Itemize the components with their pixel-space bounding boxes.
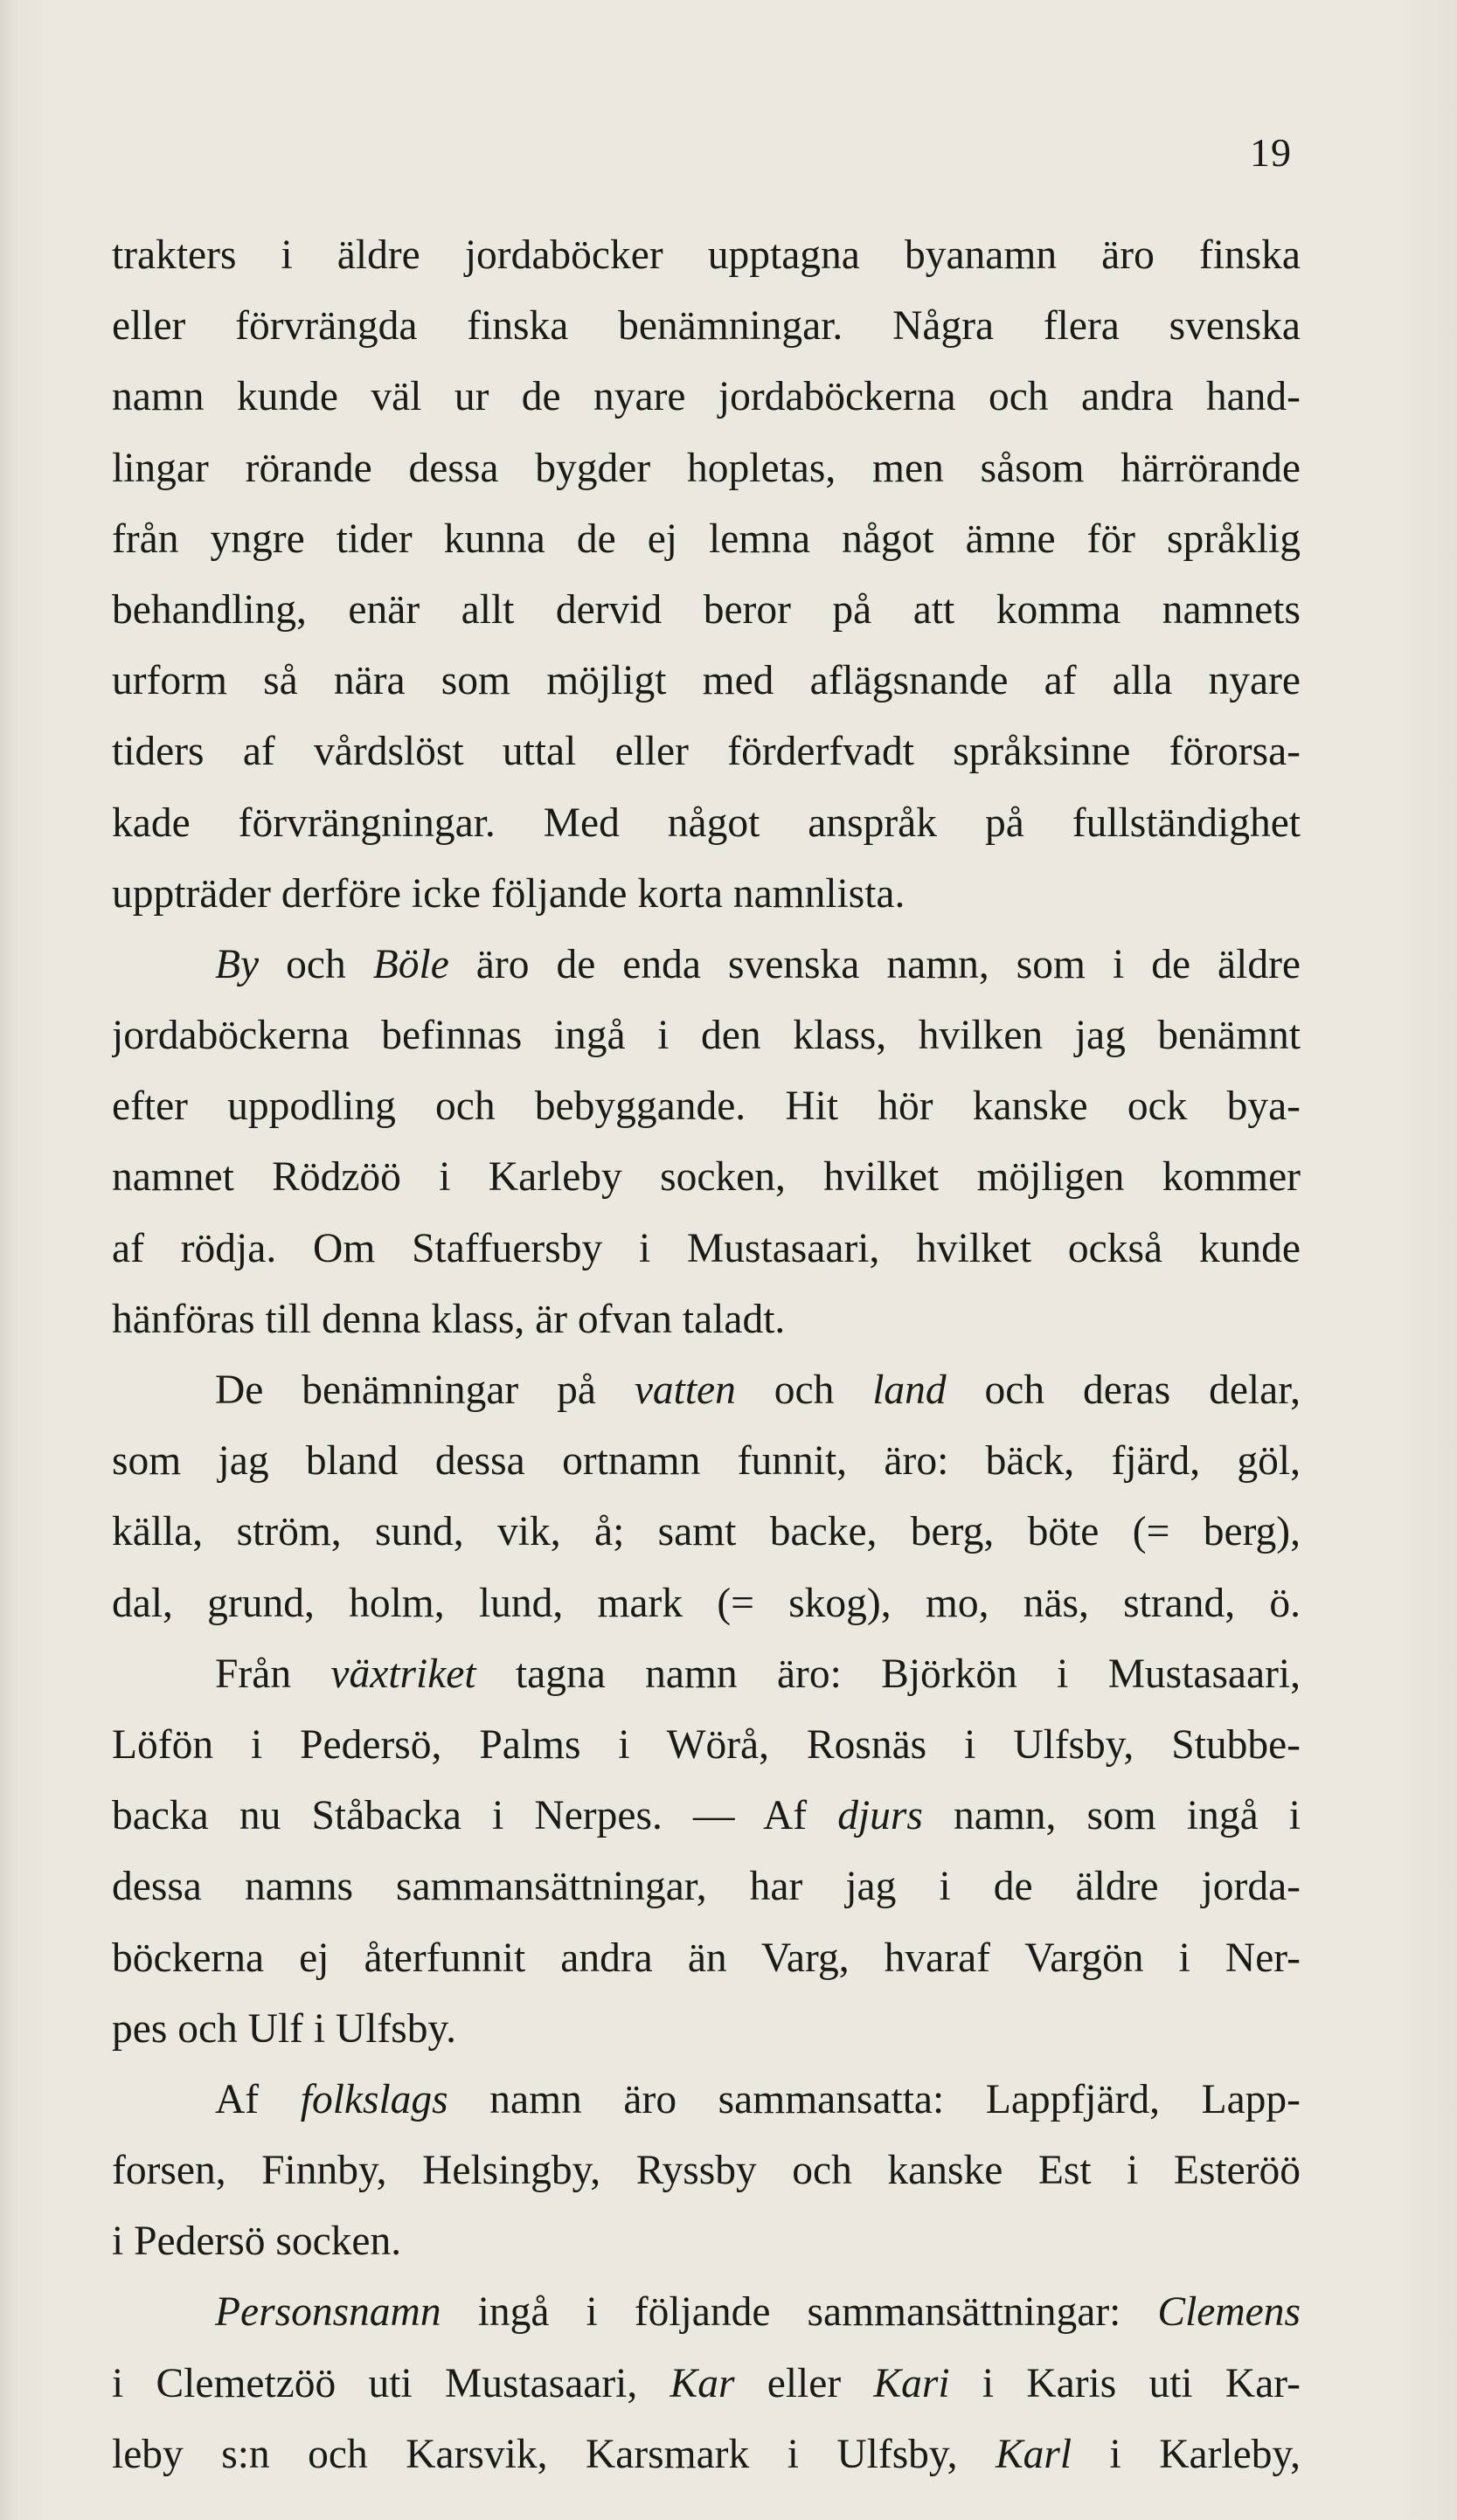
- text-line: [112, 1568, 1301, 1639]
- italic-term: folkslags: [300, 2076, 448, 2122]
- text-line: [112, 1071, 1301, 1142]
- text-run: uppträder derföre icke följande korta namnlista.: [112, 870, 905, 917]
- text-line: [112, 859, 1301, 930]
- text-line: [112, 362, 1301, 433]
- text-line: [112, 2136, 1301, 2206]
- text-run: lingar rörande dessa bygder hopletas, men såsom härrörande: [112, 445, 1301, 491]
- body-text: [112, 220, 1301, 2490]
- text-run: ingå i följande sammansättningar:: [441, 2289, 1158, 2336]
- text-line: [112, 291, 1301, 362]
- italic-term: Kari: [873, 2360, 950, 2406]
- text-run: källa, ström, sund, vik, å; samt backe, berg, böte (= berg),: [112, 1509, 1301, 1555]
- text-line: [112, 1214, 1301, 1284]
- text-run: dal, grund, holm, lund, mark (= skog), mo, näs, strand, ö.: [112, 1580, 1301, 1626]
- text-run: namnet Rödzöö i Karleby socken, hvilket möjligen kommer: [112, 1154, 1301, 1201]
- text-line: [112, 433, 1301, 504]
- italic-term: växtriket: [330, 1651, 476, 1697]
- text-line: [112, 220, 1301, 291]
- text-line: [112, 1781, 1301, 1852]
- text-line: [112, 1639, 1301, 1710]
- text-run: i Clemetzöö uti Mustasaari,: [112, 2360, 670, 2406]
- italic-term: djurs: [837, 1793, 923, 1839]
- text-run: leby s:n och Karsvik, Karsmark i Ulfsby,: [112, 2431, 996, 2477]
- italic-term: Kar: [670, 2360, 735, 2406]
- text-line: [112, 1142, 1301, 1213]
- text-run: forsen, Finnby, Helsingby, Ryssby och kanske Est i Esteröö: [112, 2148, 1301, 2194]
- text-run: från yngre tider kunna de ej lemna något ämne för språklig: [112, 516, 1301, 562]
- text-run: efter uppodling och bebyggande. Hit hör kanske ock bya-: [112, 1083, 1301, 1130]
- text-line: [112, 504, 1301, 575]
- text-line: [112, 1355, 1301, 1426]
- text-run: Löfön i Pedersö, Palms i Wörå, Rosnäs i Ulfsby, Stubbe-: [112, 1721, 1301, 1768]
- text-line: [112, 788, 1301, 859]
- italic-term: Böle: [372, 941, 449, 987]
- text-run: tagna namn äro: Björkön i Mustasaari,: [475, 1651, 1301, 1697]
- text-run: urform så nära som möjligt med aflägsnande af alla nyare: [112, 658, 1301, 704]
- text-run: behandling, enär allt dervid beror på att komma namnets: [112, 586, 1301, 633]
- text-run: och: [259, 941, 373, 987]
- text-run: och deras delar,: [946, 1367, 1301, 1413]
- text-line: [112, 575, 1301, 646]
- italic-term: By: [215, 941, 260, 987]
- text-line: [112, 1710, 1301, 1781]
- text-line: [112, 1284, 1301, 1355]
- text-run: i Pedersö socken.: [112, 2219, 402, 2265]
- text-run: böckerna ej återfunnit andra än Varg, hvaraf Vargön i Ner-: [112, 1935, 1301, 1981]
- text-run: trakters i äldre jordaböcker upptagna byanamn äro finska: [112, 232, 1301, 278]
- text-run: af rödja. Om Staffuersby i Mustasaari, hvilket också kunde: [112, 1225, 1301, 1271]
- text-run: backa nu Ståbacka i Nerpes. — Af: [112, 1793, 838, 1839]
- italic-term: Clemens: [1157, 2289, 1301, 2336]
- text-line: [112, 2420, 1301, 2490]
- text-run: äro de enda svenska namn, som i de äldre: [448, 941, 1301, 987]
- page-number: 19: [1250, 130, 1292, 175]
- text-run: De benämningar på: [215, 1367, 635, 1413]
- text-run: eller: [734, 2360, 874, 2406]
- text-line: [112, 1923, 1301, 1994]
- text-run: i Karleby,: [1072, 2431, 1301, 2477]
- text-run: pes och Ulf i Ulfsby.: [112, 2005, 457, 2052]
- text-run: Från: [215, 1651, 331, 1697]
- text-line: [112, 646, 1301, 717]
- text-run: eller förvrängda finska benämningar. Några flera svenska: [112, 303, 1301, 350]
- text-run: Af: [215, 2076, 301, 2122]
- text-line: [112, 1994, 1301, 2065]
- text-line: [112, 2349, 1301, 2420]
- text-line: [112, 1000, 1301, 1071]
- text-line: [112, 930, 1301, 1000]
- text-line: [112, 1497, 1301, 1568]
- text-line: [112, 2206, 1301, 2277]
- italic-term: land: [872, 1367, 947, 1413]
- text-run: i Karis uti Kar-: [949, 2360, 1301, 2406]
- text-run: jordaböckerna befinnas ingå i den klass, hvilken jag benämnt: [112, 1013, 1301, 1059]
- text-line: [112, 2277, 1301, 2348]
- text-run: hänföras till denna klass, är ofvan taladt.: [112, 1296, 786, 1342]
- text-line: [112, 2065, 1301, 2136]
- text-run: tiders af vårdslöst uttal eller förderfvadt språksinne förorsa-: [112, 729, 1301, 775]
- italic-term: vatten: [634, 1367, 736, 1413]
- text-line: [112, 1852, 1301, 1922]
- text-line: [112, 1426, 1301, 1497]
- text-run: kade förvrängningar. Med något anspråk på fullständighet: [112, 800, 1301, 846]
- text-run: namn äro sammansatta: Lappfjärd, Lapp-: [448, 2076, 1301, 2122]
- text-line: [112, 717, 1301, 787]
- text-run: som jag bland dessa ortnamn funnit, äro: bäck, fjärd, göl,: [112, 1438, 1301, 1485]
- italic-term: Personsnamn: [215, 2289, 441, 2336]
- text-run: namn kunde väl ur de nyare jordaböckerna och andra hand-: [112, 374, 1301, 420]
- text-run: och: [735, 1367, 873, 1413]
- text-run: dessa namns sammansättningar, har jag i de äldre jorda-: [112, 1864, 1301, 1910]
- text-run: namn, som ingå i: [922, 1793, 1301, 1839]
- italic-term: Karl: [995, 2431, 1072, 2477]
